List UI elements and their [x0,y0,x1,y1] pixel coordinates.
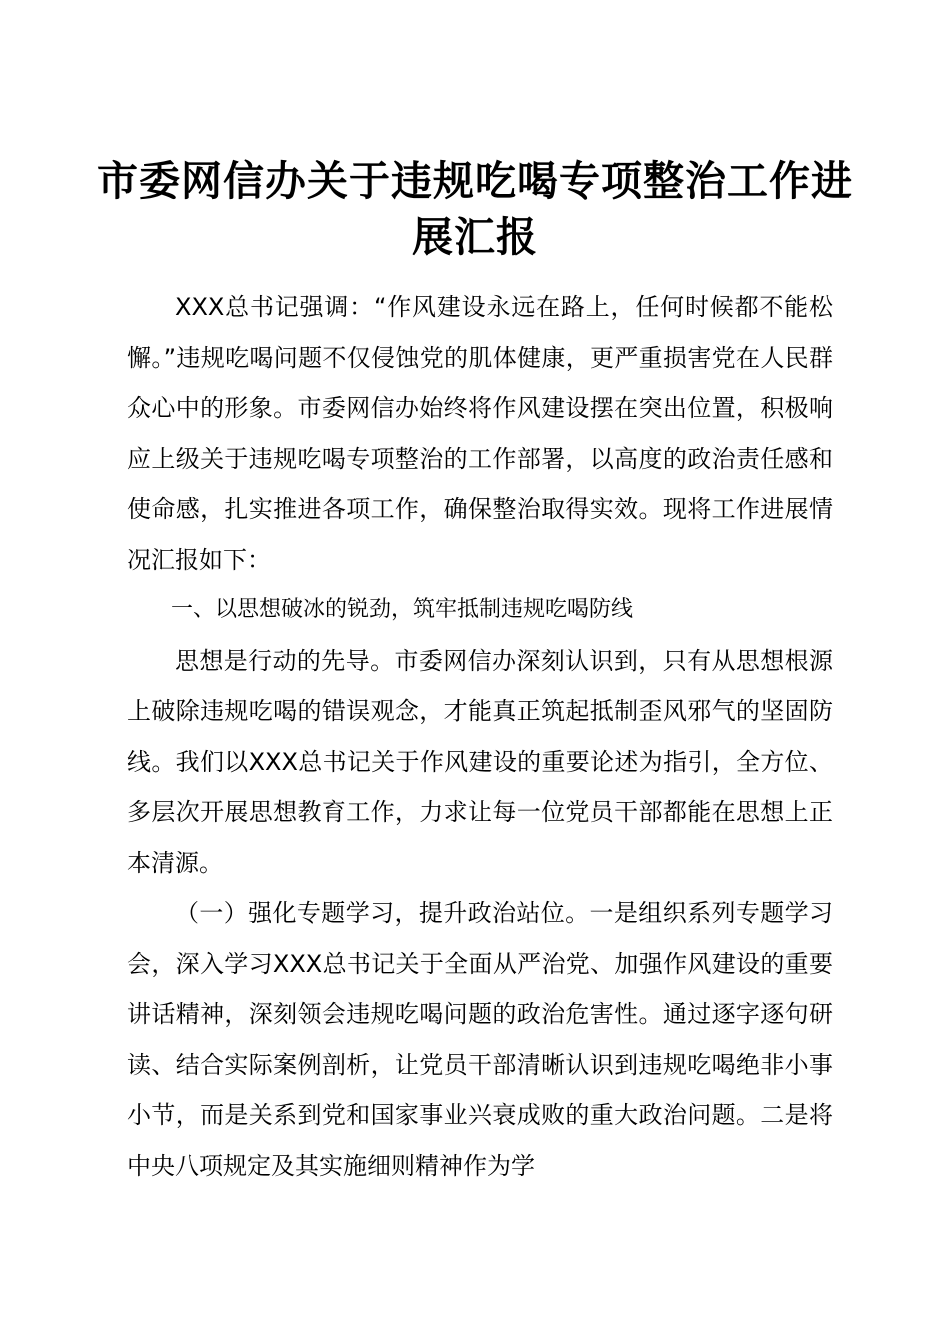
document-title: 市委网信办关于违规吃喝专项整治工作进展汇报 [97,157,853,261]
subsection-paragraph: （一）强化专题学习，提升政治站位。一是组织系列专题学习会，深入学习XXX总书记关于全面从严治党、加强作风建设的重要讲话精神，深刻领会违规吃喝问题的政治危害性。通过逐字逐句研读、结合实际案例剖析，让党员干部清晰认识到违规吃喝绝非小事小节，而是关系到党和国家事业兴衰成败的重大政治问题。二是将中央八项规定及其实施细则精神作为学 [127,899,833,1180]
document-body [127,282,833,1191]
intro-paragraph: XXX总书记强调：“作风建设永远在路上，任何时候都不能松懈。”违规吃喝问题不仅侵蚀党的肌体健康，更严重损害党在人民群众心中的形象。市委网信办始终将作风建设摆在突出位置，积极响应上级关于违规吃喝专项整治的工作部署，以高度的政治责任感和使命感，扎实推进各项工作，确保整治取得实效。现将工作进展情况汇报如下： [127,293,833,574]
section-paragraph: 思想是行动的先导。市委网信办深刻认识到，只有从思想根源上破除违规吃喝的错误观念，才能真正筑起抵制歪风邪气的坚固防线。我们以XXX总书记关于作风建设的重要论述为指引，全方位、多层次开展思想教育工作，力求让每一位党员干部都能在思想上正本清源。 [127,646,833,877]
section-heading: 一、以思想破冰的锐劲，筑牢抵制违规吃喝防线 [171,597,634,622]
